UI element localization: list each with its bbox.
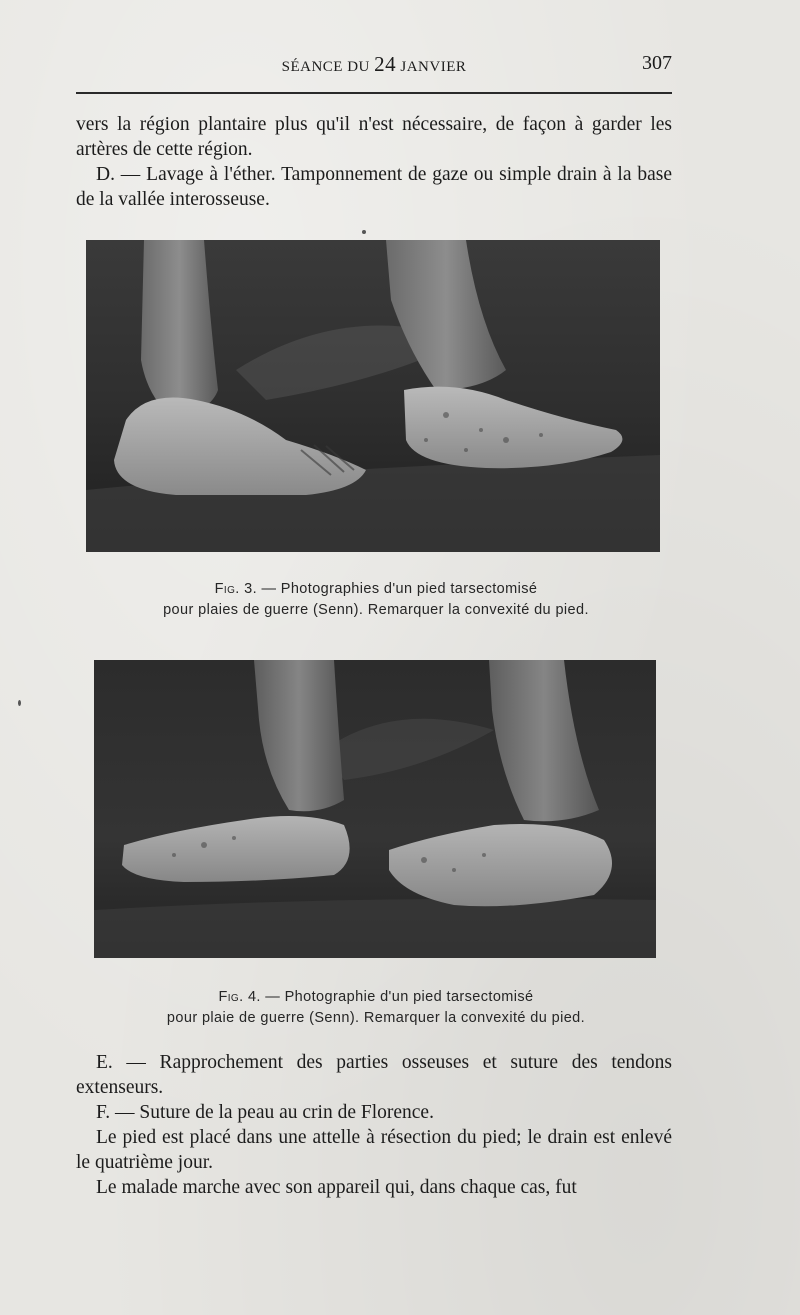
- figure-4-caption: [86, 987, 666, 1029]
- caption-line: [86, 579, 666, 600]
- caption-text: — Photographie d'un pied tarsectomisé: [260, 989, 534, 1005]
- paragraph: Le malade marche avec son appareil qui, dans chaque cas, fut: [96, 1177, 577, 1198]
- caption-line: [86, 987, 666, 1008]
- running-head: [76, 52, 672, 76]
- caption-line: pour plaie de guerre (Senn). Remarquer la convexité du pied.: [166, 1010, 586, 1026]
- figure-4-photograph: [94, 660, 656, 958]
- figure-label: Fig. 4.: [218, 989, 261, 1005]
- header-rule: [76, 92, 672, 94]
- text-block-top: [76, 112, 672, 212]
- text-block-bottom: [76, 1050, 672, 1200]
- figure-label: Fig. 3.: [214, 581, 258, 597]
- caption-line: pour plaies de guerre (Senn). Remarquer la convexité du pied.: [163, 602, 589, 618]
- title-day: 24: [374, 52, 397, 76]
- running-title: [76, 52, 672, 77]
- paragraph: vers la région plantaire plus qu'il n'est nécessaire, de façon à garder les artères de cette région.: [76, 114, 672, 160]
- title-month: JANVIER: [396, 59, 467, 75]
- paragraph: F. — Suture de la peau au crin de Florence.: [96, 1102, 434, 1123]
- paragraph: D. — Lavage à l'éther. Tamponnement de gaze ou simple drain à la base de la vallée interosseuse.: [76, 164, 672, 210]
- figure-4-image: [94, 660, 656, 958]
- figure-3-image: [86, 240, 660, 552]
- caption-text: — Photographies d'un pied tarsectomisé: [257, 581, 538, 597]
- paper-speck: [18, 700, 21, 706]
- paragraph: E. — Rapprochement des parties osseuses et suture des tendons extenseurs.: [76, 1052, 672, 1098]
- figure-3-caption: [86, 579, 666, 621]
- figure-3-photograph: [86, 240, 660, 552]
- paper-speck: [362, 230, 366, 234]
- page-number: 307: [642, 52, 672, 74]
- paragraph: Le pied est placé dans une attelle à résection du pied; le drain est enlevé le quatrième jour.: [76, 1127, 672, 1173]
- title-prefix: SÉANCE DU: [281, 59, 375, 75]
